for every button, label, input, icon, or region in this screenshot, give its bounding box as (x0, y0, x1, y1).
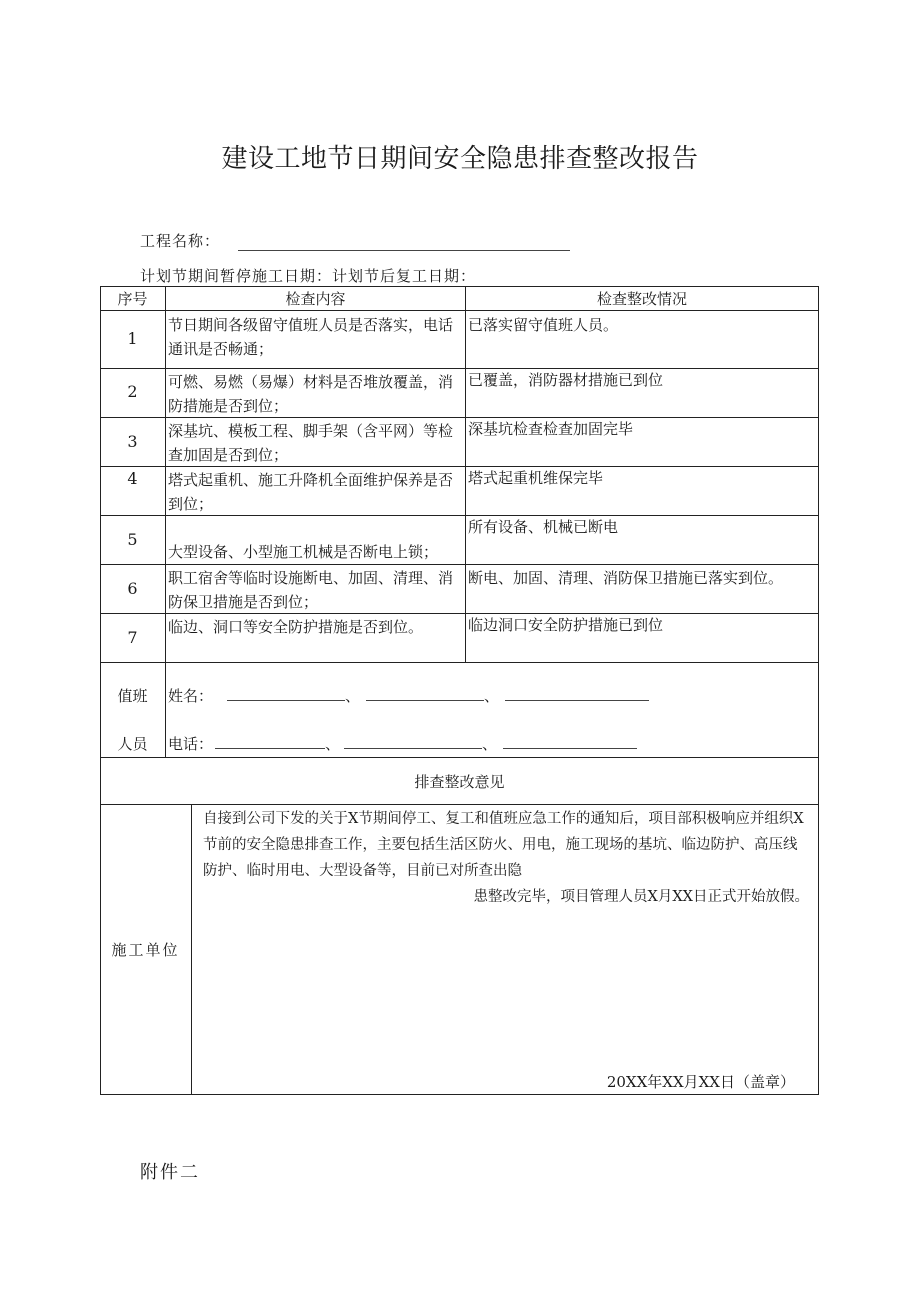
duty-phone-row (168, 732, 728, 756)
attachment-label: 附件二 (140, 1162, 200, 1183)
row-7-result: 临边洞口安全防护措施已到位 (468, 616, 664, 634)
duty-name-2[interactable] (366, 686, 484, 701)
header-result: 检查整改情况 (596, 290, 687, 308)
separator: 、 (484, 687, 500, 705)
row-6-result: 断电、加固、清理、消防保卫措施已落实到位。 (468, 569, 784, 587)
project-name-input[interactable] (238, 234, 570, 251)
duty-name-label: 姓名： (168, 687, 214, 705)
opinion-header: 排查整改意见 (414, 773, 505, 791)
row-5-result: 所有设备、机械已断电 (468, 518, 619, 536)
row-3-number: 3 (127, 432, 138, 451)
row-4-number: 4 (127, 469, 138, 488)
duty-phone-label: 电话： (168, 735, 214, 753)
unit-label: 施工单位 (111, 941, 180, 959)
duty-phone-2[interactable] (344, 734, 482, 749)
duty-phone-3[interactable] (503, 734, 637, 749)
row-4-result: 塔式起重机维保完毕 (468, 469, 604, 487)
row-7-number: 7 (127, 628, 138, 647)
dates-line: 计划节期间暂停施工日期：计划节后复工日期： (140, 267, 477, 285)
duty-name-row (168, 684, 728, 708)
row-6-content: 职工宿舍等临时设施断电、加固、清理、消防保卫措施是否到位； (168, 569, 454, 611)
row-1-result: 已落实留守值班人员。 (468, 316, 619, 334)
separator: 、 (325, 735, 341, 753)
row-2-number: 2 (127, 382, 138, 401)
row-1-number: 1 (127, 329, 138, 348)
row-2-result: 已覆盖，消防器材措施已到位 (468, 371, 664, 389)
row-1-content: 节日期间各级留守值班人员是否落实，电话通讯是否畅通； (168, 316, 454, 358)
duty-label-bottom: 人员 (117, 735, 148, 753)
duty-label-top: 值班 (117, 687, 148, 705)
project-name-label: 工程名称： (140, 232, 221, 250)
header-content: 检查内容 (285, 290, 346, 308)
inspection-table (100, 286, 819, 1094)
project-name-field (140, 230, 570, 251)
duty-name-1[interactable] (227, 686, 345, 701)
duty-phone-1[interactable] (215, 734, 325, 749)
row-6-number: 6 (127, 579, 138, 598)
row-4-content: 塔式起重机、施工升降机全面维护保养是否到位； (168, 471, 454, 513)
opinion-text: 自接到公司下发的关于X节期间停工、复工和值班应急工作的通知后，项目部积极响应并组织X节前的安全隐患排查工作，主要包括生活区防火、用电，施工现场的基坑、临边防护、高压线防护、临时用电、大型设备等，目前已对所查出隐 (203, 811, 804, 879)
row-5-content: 大型设备、小型施工机械是否断电上锁； (168, 543, 439, 561)
separator: 、 (345, 687, 361, 705)
row-3-content: 深基坑、模板工程、脚手架（含平网）等检查加固是否到位； (168, 422, 454, 464)
row-7-content: 临边、洞口等安全防护措施是否到位。 (168, 618, 424, 636)
duty-name-3[interactable] (505, 686, 649, 701)
row-3-result: 深基坑检查检查加固完毕 (468, 420, 634, 438)
opinion-text-last: 患整改完毕，项目管理人员X月XX日正式开始放假。 (473, 889, 809, 905)
header-seq: 序号 (117, 290, 148, 308)
row-2-content: 可燃、易燃（易爆）材料是否堆放覆盖，消防措施是否到位； (168, 373, 454, 415)
row-5-number: 5 (127, 530, 138, 549)
signature-date: 20XX年XX月XX日（盖章） (606, 1073, 795, 1091)
report-title: 建设工地节日期间安全隐患排查整改报告 (221, 144, 699, 174)
separator: 、 (482, 735, 498, 753)
